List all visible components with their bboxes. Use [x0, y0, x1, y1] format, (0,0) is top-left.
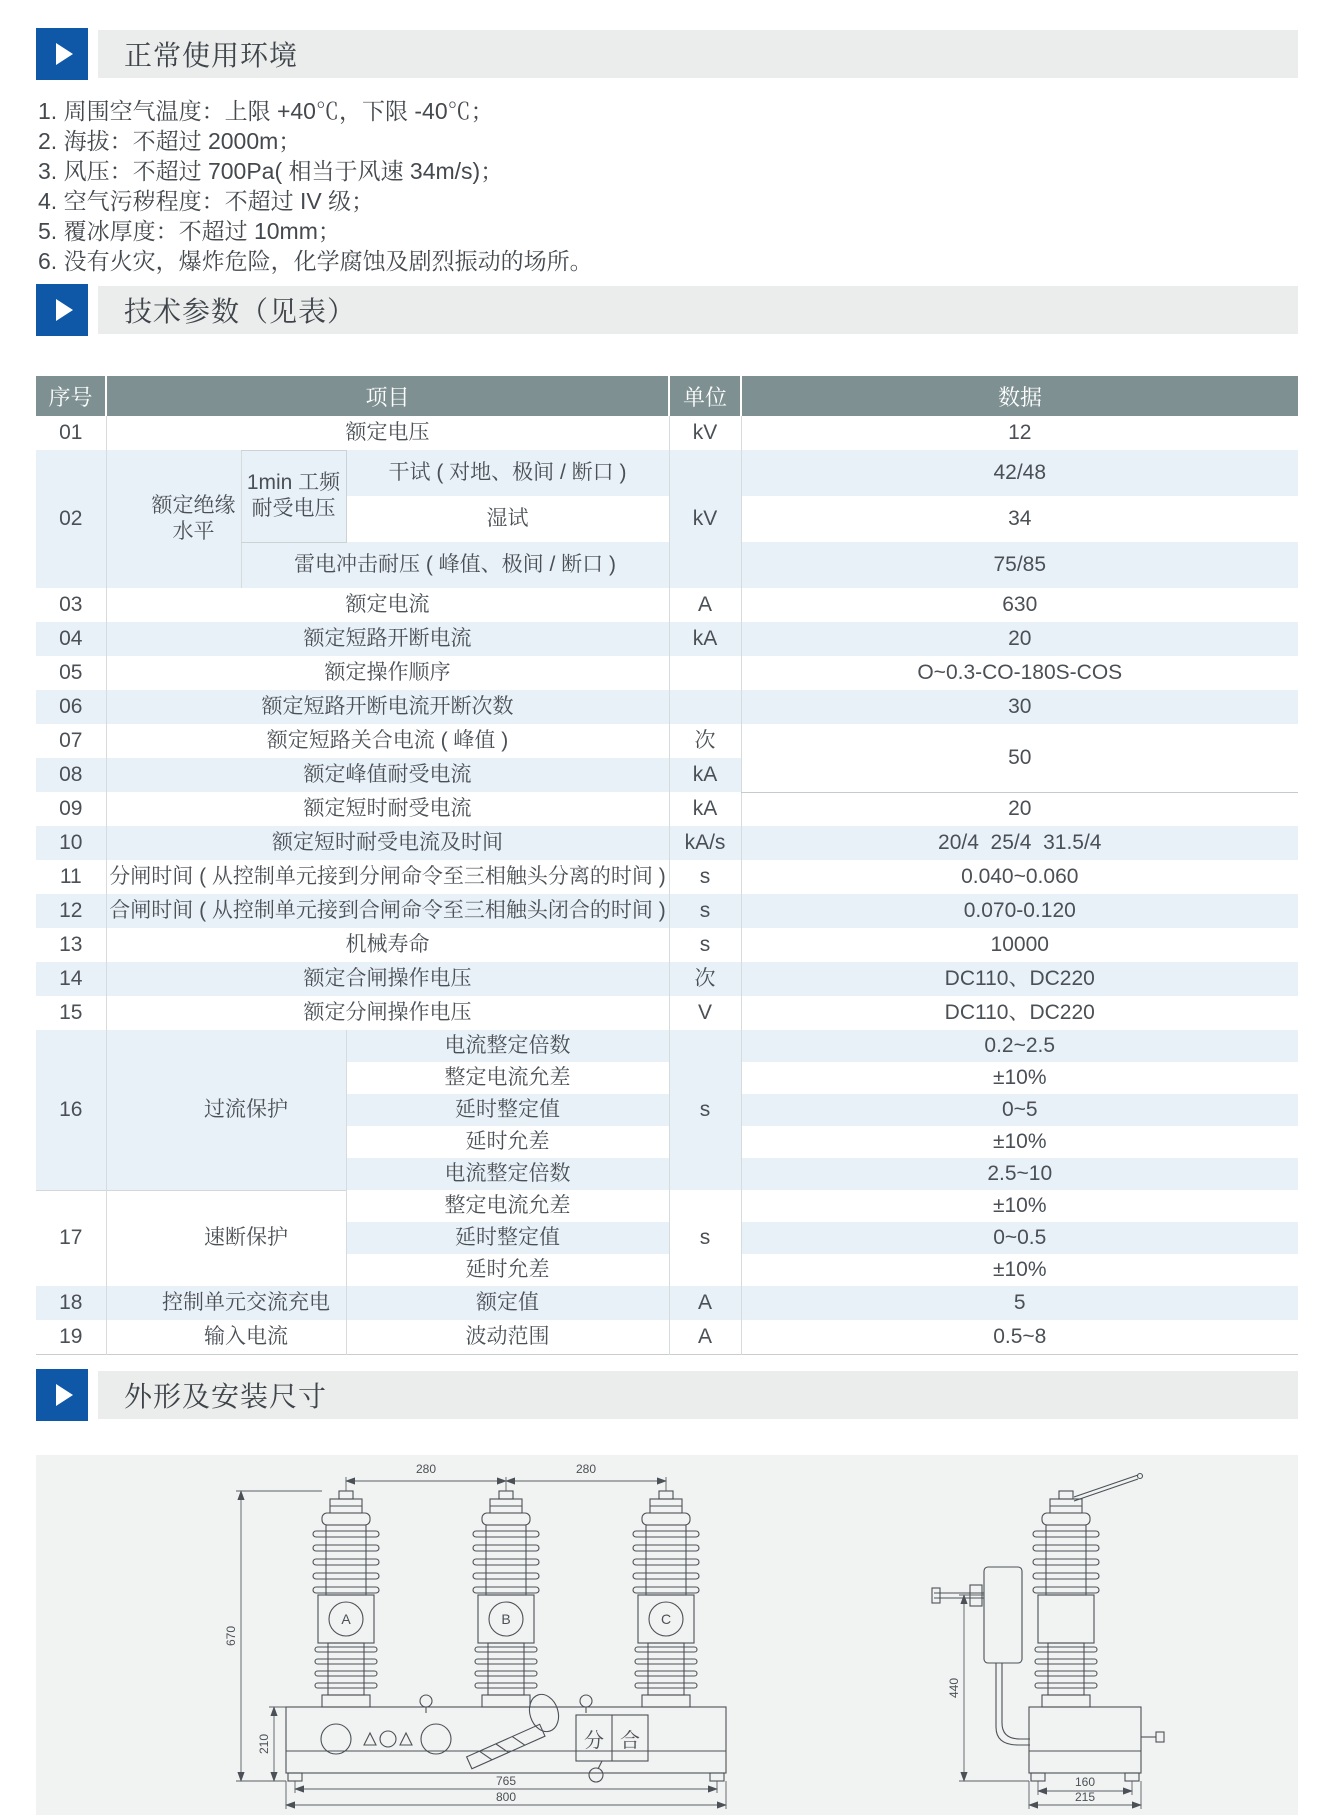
cell-no: 18 — [36, 1286, 106, 1320]
cell-data: 42/48 — [741, 450, 1298, 496]
table-row — [36, 416, 1298, 450]
side-view — [932, 1473, 1164, 1809]
table-row — [36, 826, 1298, 860]
table-row — [36, 622, 1298, 656]
cell-unit: kA — [669, 758, 741, 792]
cell-subgroup: 1min 工频耐受电压 — [241, 450, 346, 542]
dim-pitch-left: 280 — [415, 1461, 437, 1476]
table-row — [36, 928, 1298, 962]
cell-data: 0.2~2.5 — [741, 1030, 1298, 1062]
table-row — [36, 792, 1298, 826]
cell-unit: s — [669, 1190, 741, 1286]
table-row — [36, 860, 1298, 894]
cell-unit: kA — [669, 792, 741, 826]
cell-no: 02 — [36, 450, 106, 588]
front-view — [224, 1462, 726, 1809]
cell-item: 机械寿命 — [106, 928, 669, 962]
dim-mount-depth: 160 — [1074, 1774, 1096, 1789]
pole-b-label: B — [501, 1610, 511, 1627]
cell-item: 电流整定倍数 — [346, 1158, 669, 1190]
cell-no: 08 — [36, 758, 106, 792]
table-row — [36, 996, 1298, 1030]
col-unit: 单位 — [669, 376, 741, 416]
cell-no: 11 — [59, 865, 82, 888]
cell-unit — [669, 656, 741, 690]
section-header-dimensions — [36, 1369, 1298, 1421]
dim-total-height: 670 — [224, 1625, 238, 1646]
cell-item: 额定操作顺序 — [106, 656, 669, 690]
cell-data: 0~5 — [741, 1094, 1298, 1126]
cell-item: 延时允差 — [346, 1254, 669, 1286]
cell-no: 01 — [59, 421, 83, 444]
section-header-environment — [36, 28, 1298, 80]
cell-no: 16 — [36, 1030, 106, 1190]
cell-data: 75/85 — [741, 542, 1298, 588]
cell-group: 额定绝缘水平 — [106, 450, 241, 588]
cell-data: 20 — [741, 622, 1298, 656]
cell-item: 额定值 — [346, 1286, 669, 1320]
cell-data: 2.5~10 — [741, 1158, 1298, 1190]
section-header-parameters — [36, 284, 1298, 336]
cell-data: 5 — [741, 1286, 1298, 1320]
cell-no: 14 — [36, 962, 106, 996]
cell-unit: 次 — [669, 962, 741, 996]
list-item: 1. 周围空气温度：上限 +40℃，下限 -40℃； — [38, 98, 494, 124]
list-item: 4. 空气污秽程度：不超过 IV 级； — [38, 188, 375, 214]
cell-data: 630 — [741, 588, 1298, 622]
cell-unit: s — [669, 894, 741, 928]
table-row — [36, 1286, 1298, 1320]
cell-no: 04 — [36, 622, 106, 656]
cell-data: 0~0.5 — [741, 1222, 1298, 1254]
dim-side-height: 440 — [947, 1677, 961, 1698]
cell-data: DC110、DC220 — [741, 962, 1298, 996]
outline-drawing — [36, 1455, 1298, 1815]
cell-unit — [669, 690, 741, 724]
cell-group: 过流保护 — [106, 1030, 346, 1190]
play-icon — [36, 284, 88, 336]
triangle-icon — [56, 43, 73, 65]
dim-pitch-right: 280 — [575, 1461, 597, 1476]
cell-data: 50 — [741, 724, 1298, 792]
table-row — [36, 450, 1298, 496]
cell-data: 20 — [741, 792, 1298, 826]
cell-item: 整定电流允差 — [346, 1190, 669, 1222]
dim-mount-width: 765 — [495, 1773, 517, 1788]
col-no: 序号 — [36, 376, 106, 416]
triangle-icon — [56, 1384, 73, 1406]
table-row — [36, 894, 1298, 928]
cell-unit: s — [669, 860, 741, 894]
list-item: 3. 风压：不超过 700Pa( 相当于风速 34m/s)； — [38, 158, 504, 184]
dim-total-depth: 215 — [1074, 1789, 1096, 1804]
cell-item: 分闸时间 ( 从控制单元接到分闸命令至三相触头分离的时间 ) — [106, 860, 669, 894]
cell-unit: kA — [669, 622, 741, 656]
cell-item: 额定电流 — [106, 588, 669, 622]
triangle-icon — [56, 299, 73, 321]
cell-unit: kV — [669, 416, 741, 450]
dim-total-width: 800 — [495, 1789, 517, 1804]
cell-no: 17 — [36, 1190, 106, 1286]
cell-item: 延时整定值 — [346, 1094, 669, 1126]
open-label: 分 — [584, 1729, 604, 1752]
cell-item: 额定短路开断电流 — [106, 622, 669, 656]
cell-unit: s — [669, 1030, 741, 1190]
cell-item: 电流整定倍数 — [346, 1030, 669, 1062]
table-row — [36, 588, 1298, 622]
section-title: 技术参数（见表） — [98, 286, 1298, 334]
cell-data: 34 — [741, 496, 1298, 542]
cell-item: 干试 ( 对地、极间 / 断口 ) — [346, 450, 669, 496]
cell-group: 速断保护 — [106, 1190, 346, 1286]
table-row — [36, 1320, 1298, 1354]
cell-no: 12 — [36, 894, 106, 928]
col-data: 数据 — [741, 376, 1298, 416]
cell-no: 03 — [59, 593, 83, 616]
col-item: 项目 — [106, 376, 669, 416]
cell-unit: A — [669, 588, 741, 622]
cell-data: 0.040~0.060 — [741, 860, 1298, 894]
table-row — [36, 656, 1298, 690]
table-row — [36, 1190, 1298, 1222]
cell-data: 0.070-0.120 — [741, 894, 1298, 928]
cell-no: 15 — [59, 1001, 83, 1024]
cell-unit: V — [669, 996, 741, 1030]
cell-item: 额定短时耐受电流 — [106, 792, 669, 826]
parameters-table — [36, 376, 1298, 1355]
cell-unit: kA/s — [669, 826, 741, 860]
cell-group: 输入电流 — [106, 1320, 346, 1354]
cell-item: 延时整定值 — [346, 1222, 669, 1254]
cell-no: 13 — [59, 933, 83, 956]
dim-base-height: 210 — [257, 1733, 271, 1754]
section-title: 正常使用环境 — [98, 30, 1298, 78]
cell-no: 07 — [59, 729, 83, 752]
cell-item: 雷电冲击耐压 ( 峰值、极间 / 断口 ) — [241, 542, 669, 588]
cell-item: 额定合闸操作电压 — [106, 962, 669, 996]
cell-data: DC110、DC220 — [741, 996, 1298, 1030]
cell-unit: A — [669, 1286, 741, 1320]
cell-data: 10000 — [741, 928, 1298, 962]
cell-unit: A — [669, 1320, 741, 1354]
cell-item: 额定分闸操作电压 — [106, 996, 669, 1030]
cell-no: 09 — [59, 797, 83, 820]
cell-item: 湿试 — [346, 496, 669, 542]
pole-a-label: A — [341, 1610, 351, 1627]
cell-data: O~0.3-CO-180S-COS — [741, 656, 1298, 690]
cell-data: ±10% — [741, 1062, 1298, 1094]
table-header-row — [36, 376, 1298, 416]
table-row — [36, 1030, 1298, 1062]
cell-unit: s — [669, 928, 741, 962]
outline-drawing-panel — [36, 1455, 1298, 1815]
cell-data: ±10% — [741, 1126, 1298, 1158]
cell-item: 波动范围 — [346, 1320, 669, 1354]
close-label: 合 — [620, 1729, 640, 1752]
section-title: 外形及安装尺寸 — [98, 1371, 1298, 1419]
cell-no: 05 — [59, 661, 83, 684]
table-row — [36, 690, 1298, 724]
cell-no: 06 — [36, 690, 106, 724]
cell-data: ±10% — [741, 1254, 1298, 1286]
cell-group: 控制单元交流充电 — [106, 1286, 346, 1320]
environment-list — [38, 96, 1298, 276]
cell-unit: 次 — [669, 724, 741, 758]
list-item: 6. 没有火灾，爆炸危险，化学腐蚀及剧烈振动的场所。 — [38, 248, 593, 274]
cell-item: 合闸时间 ( 从控制单元接到合闸命令至三相触头闭合的时间 ) — [106, 894, 669, 928]
cell-item: 额定短路开断电流开断次数 — [106, 690, 669, 724]
cell-data: ±10% — [741, 1190, 1298, 1222]
table-row — [36, 724, 1298, 758]
cell-data: 12 — [741, 416, 1298, 450]
cell-item: 整定电流允差 — [346, 1062, 669, 1094]
cell-item: 延时允差 — [346, 1126, 669, 1158]
list-item: 5. 覆冰厚度：不超过 10mm； — [38, 218, 341, 244]
cell-data: 20/4 25/4 31.5/4 — [741, 826, 1298, 860]
list-item: 2. 海拔：不超过 2000m； — [38, 128, 302, 154]
cell-item: 额定短路关合电流 ( 峰值 ) — [106, 724, 669, 758]
cell-unit: kV — [669, 450, 741, 588]
cell-data: 0.5~8 — [741, 1320, 1298, 1354]
cell-no: 10 — [36, 826, 106, 860]
play-icon — [36, 1369, 88, 1421]
cell-item: 额定峰值耐受电流 — [106, 758, 669, 792]
cell-data: 30 — [741, 690, 1298, 724]
cell-no: 19 — [59, 1324, 83, 1348]
pole-c-label: C — [660, 1610, 672, 1627]
cell-item: 额定电压 — [106, 416, 669, 450]
table-row — [36, 962, 1298, 996]
cell-item: 额定短时耐受电流及时间 — [106, 826, 669, 860]
play-icon — [36, 28, 88, 80]
